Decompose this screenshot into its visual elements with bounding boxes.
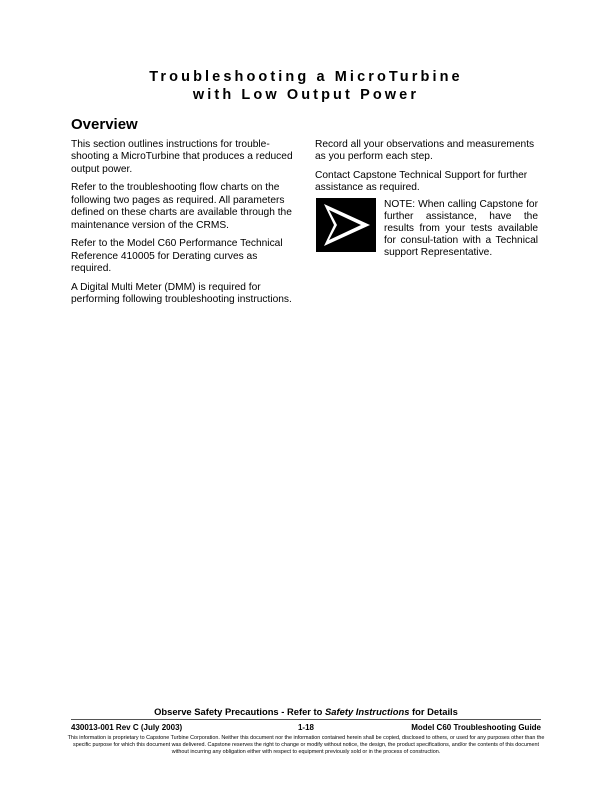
paragraph: Refer to the Model C60 Performance Technical Reference 410005 for Derating curves as required. bbox=[71, 238, 283, 275]
paragraph: Refer to the troubleshooting flow charts on the following two pages as required. All parameters defined on these charts are available through the maintenance version of the CRMS. bbox=[71, 182, 292, 231]
page-title bbox=[0, 68, 612, 104]
title-line-1: Troubleshooting a MicroTurbine bbox=[149, 69, 463, 85]
safety-emphasis: Safety Instructions bbox=[325, 706, 410, 717]
safety-notice bbox=[0, 706, 612, 717]
footer-divider bbox=[71, 719, 541, 720]
left-column bbox=[71, 139, 299, 313]
paragraph: This section outlines instructions for trouble-shooting a MicroTurbine that produces a reduced output power. bbox=[71, 139, 293, 175]
safety-suffix: for Details bbox=[409, 706, 458, 717]
paragraph: A Digital Multi Meter (DMM) is required for performing following troubleshooting instructions. bbox=[71, 281, 292, 306]
title-line-2: with Low Output Power bbox=[192, 87, 420, 103]
doc-number: 430013-001 Rev C (July 2003) bbox=[71, 723, 183, 732]
paragraph: Record all your observations and measurements as you perform each step. bbox=[315, 139, 535, 163]
note-text: NOTE: When calling Capstone for further assistance, have the results from your tests available for consul-tation with a Technical support Representative. bbox=[384, 199, 538, 258]
note-arrow-icon bbox=[316, 198, 376, 252]
right-column bbox=[315, 139, 545, 201]
guide-title: Model C60 Troubleshooting Guide bbox=[411, 723, 541, 732]
section-heading: Overview bbox=[71, 116, 138, 133]
safety-prefix: Observe Safety Precautions - Refer to bbox=[154, 706, 326, 717]
disclaimer: This information is proprietary to Capstone Turbine Corporation. Neither this document nor the information contained herein shall be copied, disclosed to others, or used for any purposes other than the specific purpose for which this document was delivered. Capstone reserves the right to change or modify without notice, the design, the product specifications, and/or the contents of this document without incurring any obligation either with respect to equipment previously sold or in the process of construction. bbox=[67, 735, 545, 756]
paragraph: Contact Capstone Technical Support for further assistance as required. bbox=[315, 170, 528, 194]
page-number: 1-18 bbox=[297, 723, 314, 732]
